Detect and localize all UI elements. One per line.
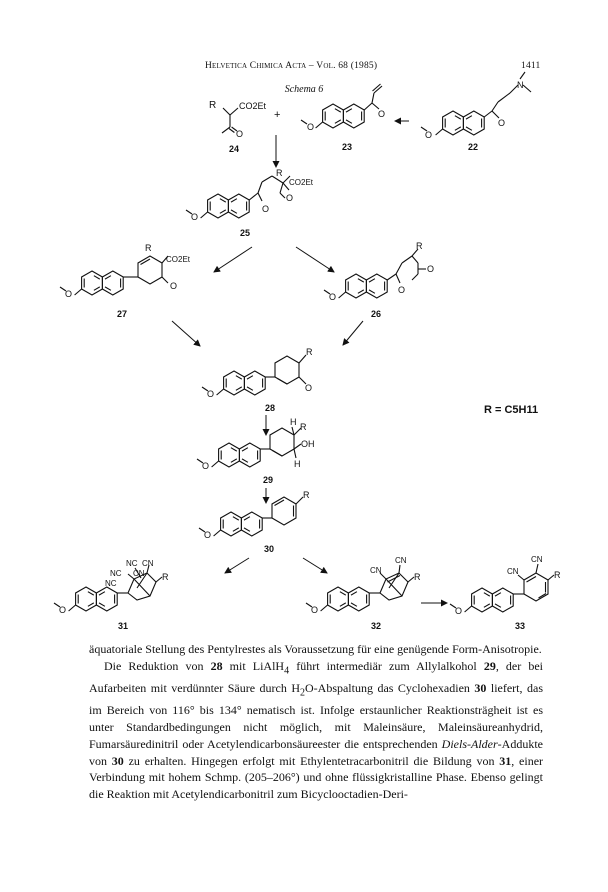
atom-r: R: [306, 347, 313, 357]
atom-o: O: [455, 606, 463, 616]
group-cn: CN: [395, 556, 407, 565]
compound-label-31: 31: [118, 621, 129, 631]
atom-o: O: [170, 281, 178, 291]
compound-label-33: 33: [515, 621, 526, 631]
atom-n: N: [517, 80, 524, 90]
atom-o: O: [378, 109, 386, 119]
atom-h: H: [290, 417, 297, 427]
group-nc: NC: [105, 579, 117, 588]
group-cn: CN: [142, 559, 154, 568]
arrow-26-to-28: [343, 321, 363, 345]
atom-r: R: [300, 422, 307, 432]
atom-o: O: [329, 292, 337, 302]
scheme-title: Schema 6: [284, 84, 324, 95]
compound-label-22: 22: [468, 142, 479, 152]
group-co2et: CO2Et: [166, 255, 191, 264]
plus-sign: +: [274, 109, 281, 121]
paragraph-2: Die Reduktion von 28 mit LiAlH$_4$ führt intermediär zum Allylalkohol 29, der bei Aufarbeiten mit verdünnter Säure durch $H_2O$-Abspaltung das Cyclohexadien 30 liefert, das im Bereich von 116° bis 134° nematisch ist. Infolge erstaunlicher Reaktionsträgheit ist es unter Standardbedingungen nicht möglich, mit Maleinsäure, Maleinsäureanhydrid, Fumarsäuredinitril oder Acetylendicarbonsäureester die entsprechenden Diels-Alder-Addukte von 30 zu erhalten. Hingegen erfolgt mit Ethylentetracarbonitril die Bildung von 31, einer Verbindung mit hohem Schmp. (205–206°) und ohne flüssigkristalline Phase. Ebenso gelingt die Reaktion mit Acetylendicarbonitril zum Bicyclooctadien-Deri-: [89, 658, 544, 802]
atom-o: O: [262, 204, 270, 214]
group-cn: CN: [507, 567, 519, 576]
compound-31: [54, 559, 169, 615]
running-header: Helvetica Chimica Acta – Vol. 68 (1985): [205, 61, 378, 71]
r-definition: R = C5H11: [484, 404, 539, 416]
atom-o: O: [498, 118, 506, 128]
compound-30: [199, 490, 310, 540]
group-co2et: CO2Et: [289, 178, 314, 187]
atom-o: O: [311, 605, 319, 615]
compound-label-32: 32: [371, 621, 382, 631]
compound-label-28: 28: [265, 403, 276, 413]
paragraph-1: äquatoriale Stellung des Pentylrestes als Voraussetzung für eine genügende Form-Anisotropie.: [89, 642, 542, 656]
compound-33: [450, 555, 561, 616]
compound-label-26: 26: [371, 309, 382, 319]
compound-26: [324, 241, 434, 302]
compound-label-30: 30: [264, 544, 275, 554]
compound-label-24: 24: [229, 144, 240, 154]
atom-o: O: [286, 193, 294, 203]
atom-r: R: [276, 168, 283, 178]
compound-label-27: 27: [117, 309, 128, 319]
atom-o: O: [236, 129, 244, 139]
atom-r: R: [416, 241, 423, 251]
compound-label-25: 25: [240, 228, 251, 238]
atom-o: O: [398, 285, 406, 295]
compound-29: [197, 417, 315, 471]
arrow-25-to-27: [214, 247, 252, 272]
page-number: 1411: [521, 61, 541, 71]
arrow-30-to-32: [303, 558, 327, 573]
group-cn: CN: [133, 569, 145, 578]
compound-label-29: 29: [263, 475, 274, 485]
compound-32: [306, 556, 421, 615]
compound-28: [202, 347, 313, 399]
group-cn: CN: [531, 555, 543, 564]
atom-o: O: [204, 530, 212, 540]
compound-23: [301, 84, 385, 132]
body-text: [89, 641, 543, 803]
atom-o: O: [307, 122, 315, 132]
atom-r: R: [303, 490, 310, 500]
arrow-30-to-31: [225, 558, 249, 573]
group-co2et: CO2Et: [239, 101, 267, 111]
atom-o: O: [305, 383, 313, 393]
atom-r: R: [162, 572, 169, 582]
group-oh: OH: [301, 439, 315, 449]
atom-o: O: [65, 289, 73, 299]
group-cn: CN: [370, 566, 382, 575]
atom-o: O: [202, 461, 210, 471]
atom-h: H: [294, 459, 301, 469]
atom-r: R: [554, 570, 561, 580]
group-nc: NC: [110, 569, 122, 578]
atom-r: R: [209, 100, 217, 111]
atom-o: O: [207, 389, 215, 399]
arrow-27-to-28: [172, 321, 200, 346]
compound-27: [60, 243, 191, 299]
atom-o: O: [59, 605, 67, 615]
atom-o: O: [191, 212, 199, 222]
arrow-25-to-26: [296, 247, 334, 272]
atom-o: O: [427, 264, 435, 274]
compound-25: [186, 168, 314, 222]
compound-label-23: 23: [342, 142, 353, 152]
group-nc: NC: [126, 559, 138, 568]
atom-o: O: [425, 130, 433, 140]
atom-r: R: [414, 572, 421, 582]
atom-r: R: [145, 243, 152, 253]
compound-22: [421, 72, 531, 140]
